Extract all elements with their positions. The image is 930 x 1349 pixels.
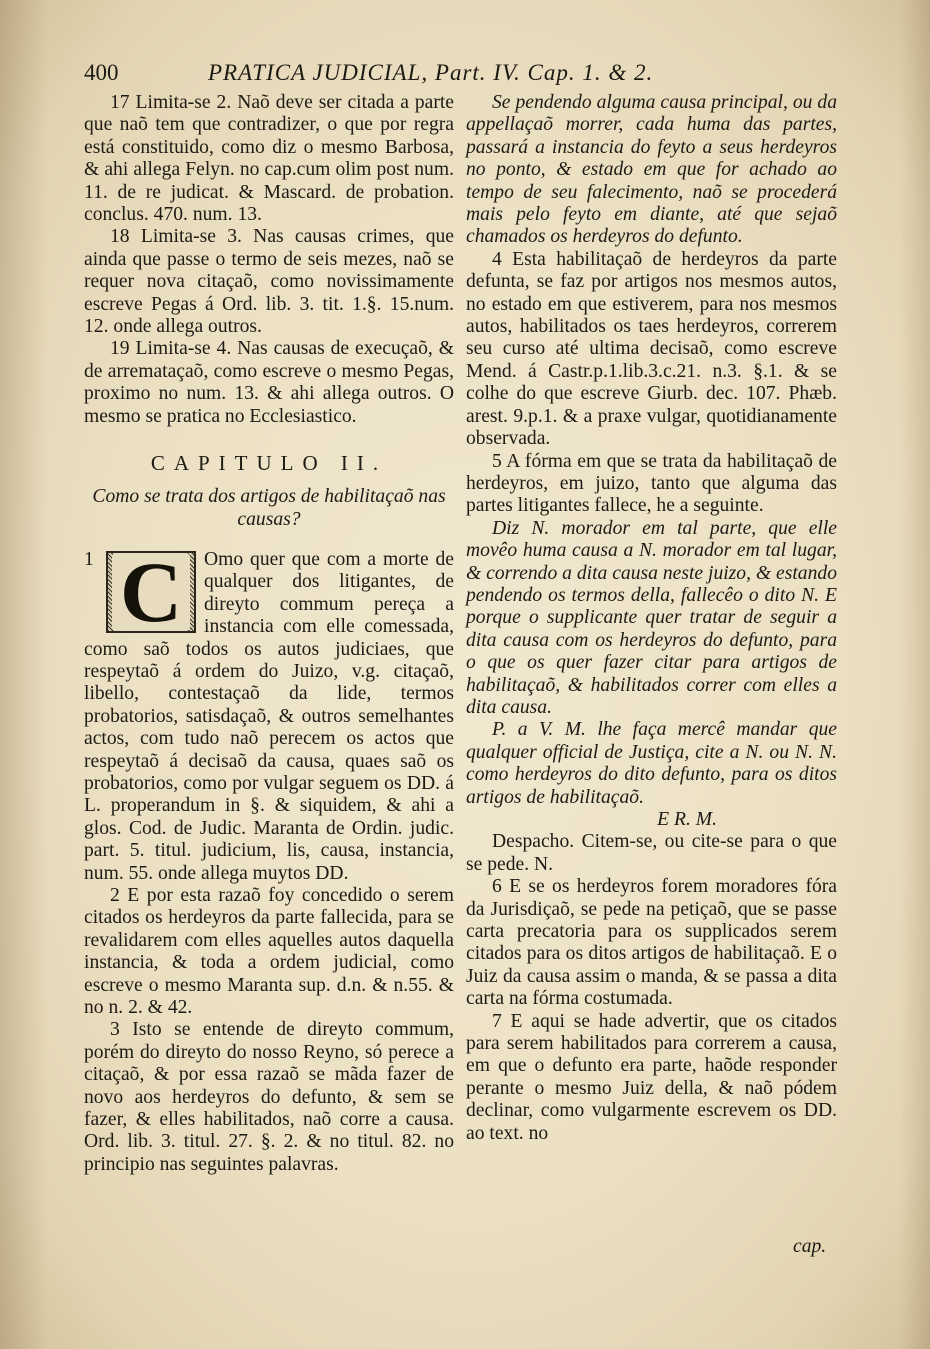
right-column	[466, 92, 837, 1145]
page-number: 400	[84, 60, 119, 85]
chapter-subtitle: Como se trata dos artigos de habilitaçaõ nas causas?	[92, 486, 446, 530]
ordinance-quote: Se pendendo alguma causa principal, ou da appellaçaõ morrer, cada huma das partes, passará a instancia do feyto a seus herdeyros no ponto, & estado em que for achado ao tempo de seu falecimento, naõ se procederá mais pelo feyto em diante, até que sejaõ chamados os herdeyros do defunto.	[466, 92, 837, 248]
paragraph-19: 19 Limita-se 4. Nas causas de execuçaõ, & de arremataçaõ, como escreve o mesmo Pegas, proximo no num. 13. & ahi allega outros. O mesmo se pratica no Ecclesiastico.	[84, 338, 454, 427]
chapter-heading: CAPITULO II.	[150, 451, 388, 476]
section-number: 1	[84, 548, 94, 570]
erm-closing: E R. M.	[657, 809, 717, 830]
paragraph-7: 7 E aqui se hade advertir, que os citados para serem habilitados para correrem a causa, em que o defunto era parte, haõde responder perante o mesmo Juiz della, & naõ pódem declinar, como vulgarmente escrevem os DD. ao text. no	[466, 1010, 837, 1144]
petition-text: Diz N. morador em tal parte, que elle movêo huma causa a N. morador em tal lugar, & correndo a dita causa neste juizo, & estando pendendo os termos della, fallecêo o dito N. E porque o supplicante quer tratar de seguir a dita causa com os herdeyros do defunto, para o que os quer fazer citar para artigos de habilitaçaõ, & habilitados correr com elles a dita causa.	[466, 517, 837, 718]
paragraph-3: 3 Isto se entende de direyto commum, porém do direyto do nosso Reyno, só perece a citaçaõ, & por essa razaõ se mãda fazer de novo aos herdeyros do defunto, & sem se fazer, & elles habilitados, naõ corre a causa. Ord. lib. 3. titul. 27. §. 2. & no titul. 82. no principio nas seguintes palavras.	[84, 1019, 454, 1175]
despacho: Despacho. Citem-se, ou cite-se para o que se pede. N.	[466, 831, 837, 875]
paragraph-18: 18 Limita-se 3. Nas causas crimes, que ainda que passe o termo de seis mezes, naõ se requer nova citaçaõ, como novissimamente escreve Pegas á Ord. lib. 3. tit. 1.§. 15.num. 12. onde allega outros.	[84, 226, 454, 338]
drop-cap-letter: C	[112, 553, 190, 631]
petition-request: P. a V. M. lhe faça mercê mandar que qualquer official de Justiça, cite a N. ou N. N. como herdeyros do dito defunto, para os ditos artigos de habilitaçaõ.	[466, 719, 837, 808]
paragraph-2: 2 E por esta razaõ foy concedido o serem citados os herdeyros da parte fallecida, para se revalidarem com elles aquelles autos daquella instancia, & toda a ordem judicial, como escreve o mesmo Maranta sup. d.n. & n.55. & no n. 2. & 42.	[84, 885, 454, 1019]
paragraph-5: 5 A fórma em que se trata da habilitaçaõ de herdeyros, em juizo, tanto que alguma das partes litigantes fallece, he a seguinte.	[466, 450, 837, 517]
drop-cap-ornament	[106, 543, 196, 640]
left-column	[84, 92, 454, 1176]
section-1	[84, 543, 454, 885]
catchword: cap.	[793, 1236, 827, 1257]
running-title: PRATICA JUDICIAL, Part. IV. Cap. 1. & 2.	[208, 60, 654, 85]
paragraph-6: 6 E se os herdeyros forem moradores fóra da Jurisdiçaõ, se pede na petiçaõ, que se passe carta precatoria para os supplicados serem citados para os ditos artigos de habilitaçaõ. E o Juiz da causa assim o manda, & se passa a dita carta na fórma costumada.	[466, 876, 837, 1010]
paragraph-17: 17 Limita-se 2. Naõ deve ser citada a parte que naõ tem que contradizer, o que por regra está constituido, como diz o mesmo Barbosa, & ahi allega Felyn. no cap.cum olim post num. 11. de re judicat. & Mascard. de probation. conclus. 470. num. 13.	[84, 92, 454, 226]
section-1-text: Omo quer que com a morte de qualquer dos litigantes, de direyto commum pereça a instancia com elle comessada, como saõ todos os autos judiciaes, que respeytaõ á ordem do Juizo, v.g. citaçaõ, libello, contestaçaõ da lide, termos probatorios, satisdaçaõ, & outros semelhantes actos, com tudo naõ perecem os actos que respeytaõ á decisaõ da causa, quaes saõ os probatorios, como por vulgar seguem os DD. á L. properandum in §. & siquidem, & ahi a glos. Cod. de Judic. Maranta de Ordin. judic. part. 5. titul. judicium, lis, causa, instancia, num. 55. onde allega muytos DD.	[84, 548, 454, 884]
paragraph-4: 4 Esta habilitaçaõ de herdeyros da parte defunta, se faz por artigos nos mesmos autos, no estado em que estiverem, para nos mesmos autos, habilitados os taes herdeyros, correrem seu curso até ultima decisaõ, como escreve Mend. á Castr.p.1.lib.3.c.21. n.3. §.1. & se colhe do que escreve Giurb. dec. 107. Phæb. arest. 9.p.1. & a praxe vulgar, quotidianamente observada.	[466, 248, 837, 450]
